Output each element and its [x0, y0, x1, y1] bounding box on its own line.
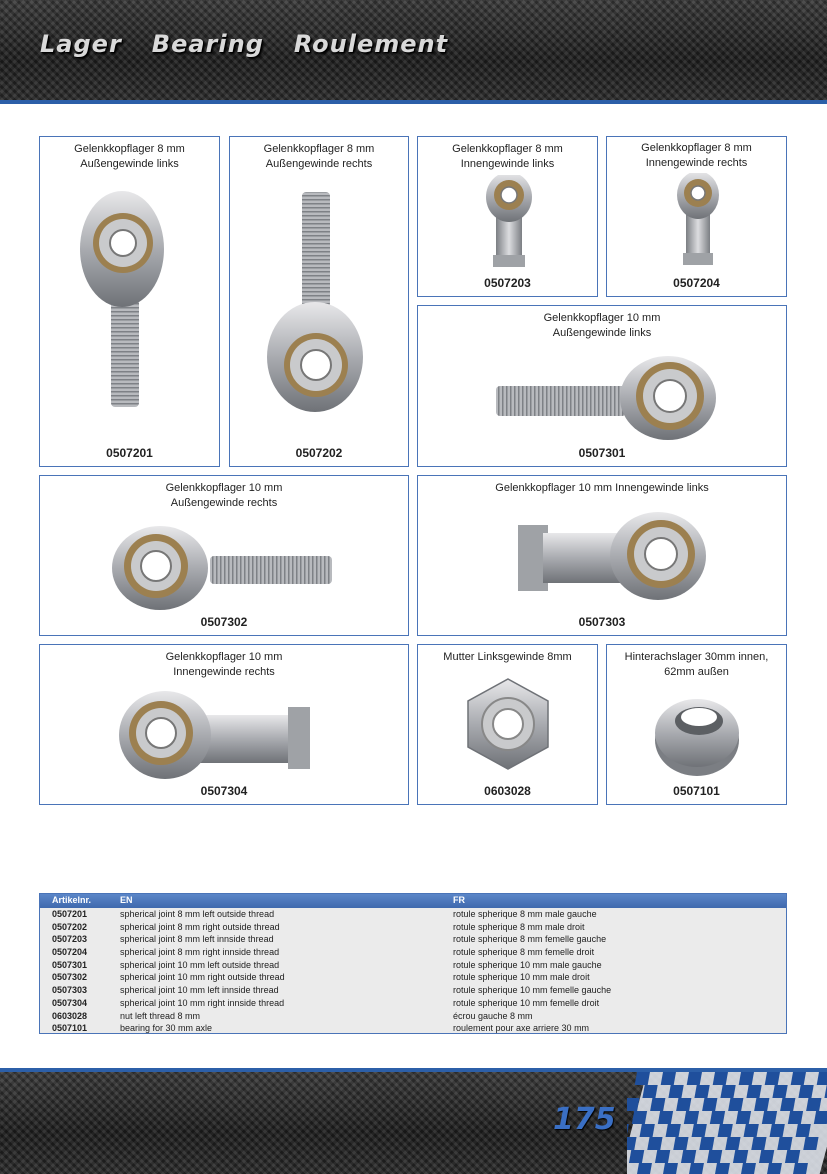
product-code: 0507303 — [578, 615, 626, 629]
product-title: Gelenkkopflager 8 mm Außengewinde links — [74, 143, 185, 170]
product-title: Gelenkkopflager 8 mm Innengewinde rechts — [641, 142, 752, 169]
product-code: 0507203 — [484, 276, 531, 290]
product-title: Hinterachslager 30mm innen, 62mm außen — [624, 651, 769, 678]
article-table — [39, 893, 787, 1034]
product-title: Gelenkkopflager 8 mm Außengewinde rechts — [263, 143, 375, 170]
product-card-0507304 — [39, 644, 409, 805]
product-card-0507101 — [606, 644, 787, 805]
product-code: 0507101 — [673, 784, 720, 798]
rod-end-image — [40, 187, 221, 427]
table-row: 0603028 nut left thread 8 mm écrou gauche 8 mm — [52, 1010, 533, 1021]
product-card-0507201 — [39, 136, 220, 467]
product-card-0507202 — [229, 136, 409, 467]
table-row: 0507203 spherical joint 8 mm left innside thread rotule spherique 8 mm femelle gauche — [52, 934, 607, 945]
table-row: 0507204 spherical joint 8 mm right innside thread rotule spherique 8 mm femelle droit — [52, 947, 595, 958]
header-fr: FR — [453, 895, 465, 905]
header-titles — [40, 30, 448, 58]
product-title: Gelenkkopflager 10 mm Innengewinde rechts — [165, 651, 283, 678]
product-title: Gelenkkopflager 10 mm Innengewinde links — [495, 482, 709, 494]
table-row: 0507303 spherical joint 10 mm left innside thread rotule spherique 10 mm femelle gauche — [52, 985, 612, 996]
checkered-flag-icon — [627, 1072, 827, 1174]
product-title: Gelenkkopflager 10 mm Außengewinde links — [543, 312, 661, 339]
header-article-no: Artikelnr. — [52, 895, 92, 905]
product-code: 0507201 — [106, 446, 153, 460]
product-title: Gelenkkopflager 8 mm Innengewinde links — [452, 143, 563, 170]
rod-end-image — [418, 350, 788, 450]
table-row: 0507201 spherical joint 8 mm left outside thread rotule spherique 8 mm male gauche — [52, 909, 597, 919]
rod-end-image — [40, 687, 410, 797]
table-row: 0507101 bearing for 30 mm axle roulement pour axe arriere 30 mm — [52, 1023, 590, 1034]
table-row: 0507202 spherical joint 8 mm right outside thread rotule spherique 8 mm male droit — [52, 921, 585, 932]
rod-end-image — [418, 511, 788, 621]
header-title-de: Lager — [40, 30, 122, 58]
product-card-0507301 — [417, 305, 787, 467]
rod-end-image — [418, 175, 599, 275]
page-number: 175 — [553, 1102, 616, 1137]
product-code: 0507202 — [295, 446, 343, 460]
product-code: 0507304 — [200, 784, 248, 798]
page-header — [0, 0, 827, 104]
rod-end-image — [40, 518, 410, 618]
product-title: Gelenkkopflager 10 mm Außengewinde rechts — [165, 482, 283, 509]
header-en: EN — [120, 895, 133, 905]
product-card-0507203 — [417, 136, 598, 297]
table-header — [40, 894, 786, 908]
header-title-en: Bearing — [151, 30, 264, 58]
nut-image — [418, 673, 599, 783]
bearing-image — [607, 685, 788, 785]
product-code: 0603028 — [484, 784, 531, 798]
product-code: 0507302 — [200, 615, 248, 629]
page-footer — [0, 1068, 827, 1174]
table-row: 0507301 spherical joint 10 mm left outside thread rotule spherique 10 mm male gauche — [52, 959, 602, 970]
product-code: 0507301 — [578, 446, 626, 460]
product-title: Mutter Linksgewinde 8mm — [443, 651, 572, 663]
rod-end-image — [607, 173, 788, 273]
product-card-0507204 — [606, 136, 787, 297]
rod-end-image — [230, 187, 410, 427]
product-card-0507303 — [417, 475, 787, 636]
table-row: 0507304 spherical joint 10 mm right innside thread rotule spherique 10 mm femelle droit — [52, 997, 600, 1008]
header-title-fr: Roulement — [293, 30, 449, 58]
table-row: 0507302 spherical joint 10 mm right outside thread rotule spherique 10 mm male droit — [52, 972, 590, 983]
product-card-0603028 — [417, 644, 598, 805]
product-code: 0507204 — [673, 276, 720, 290]
product-card-0507302 — [39, 475, 409, 636]
